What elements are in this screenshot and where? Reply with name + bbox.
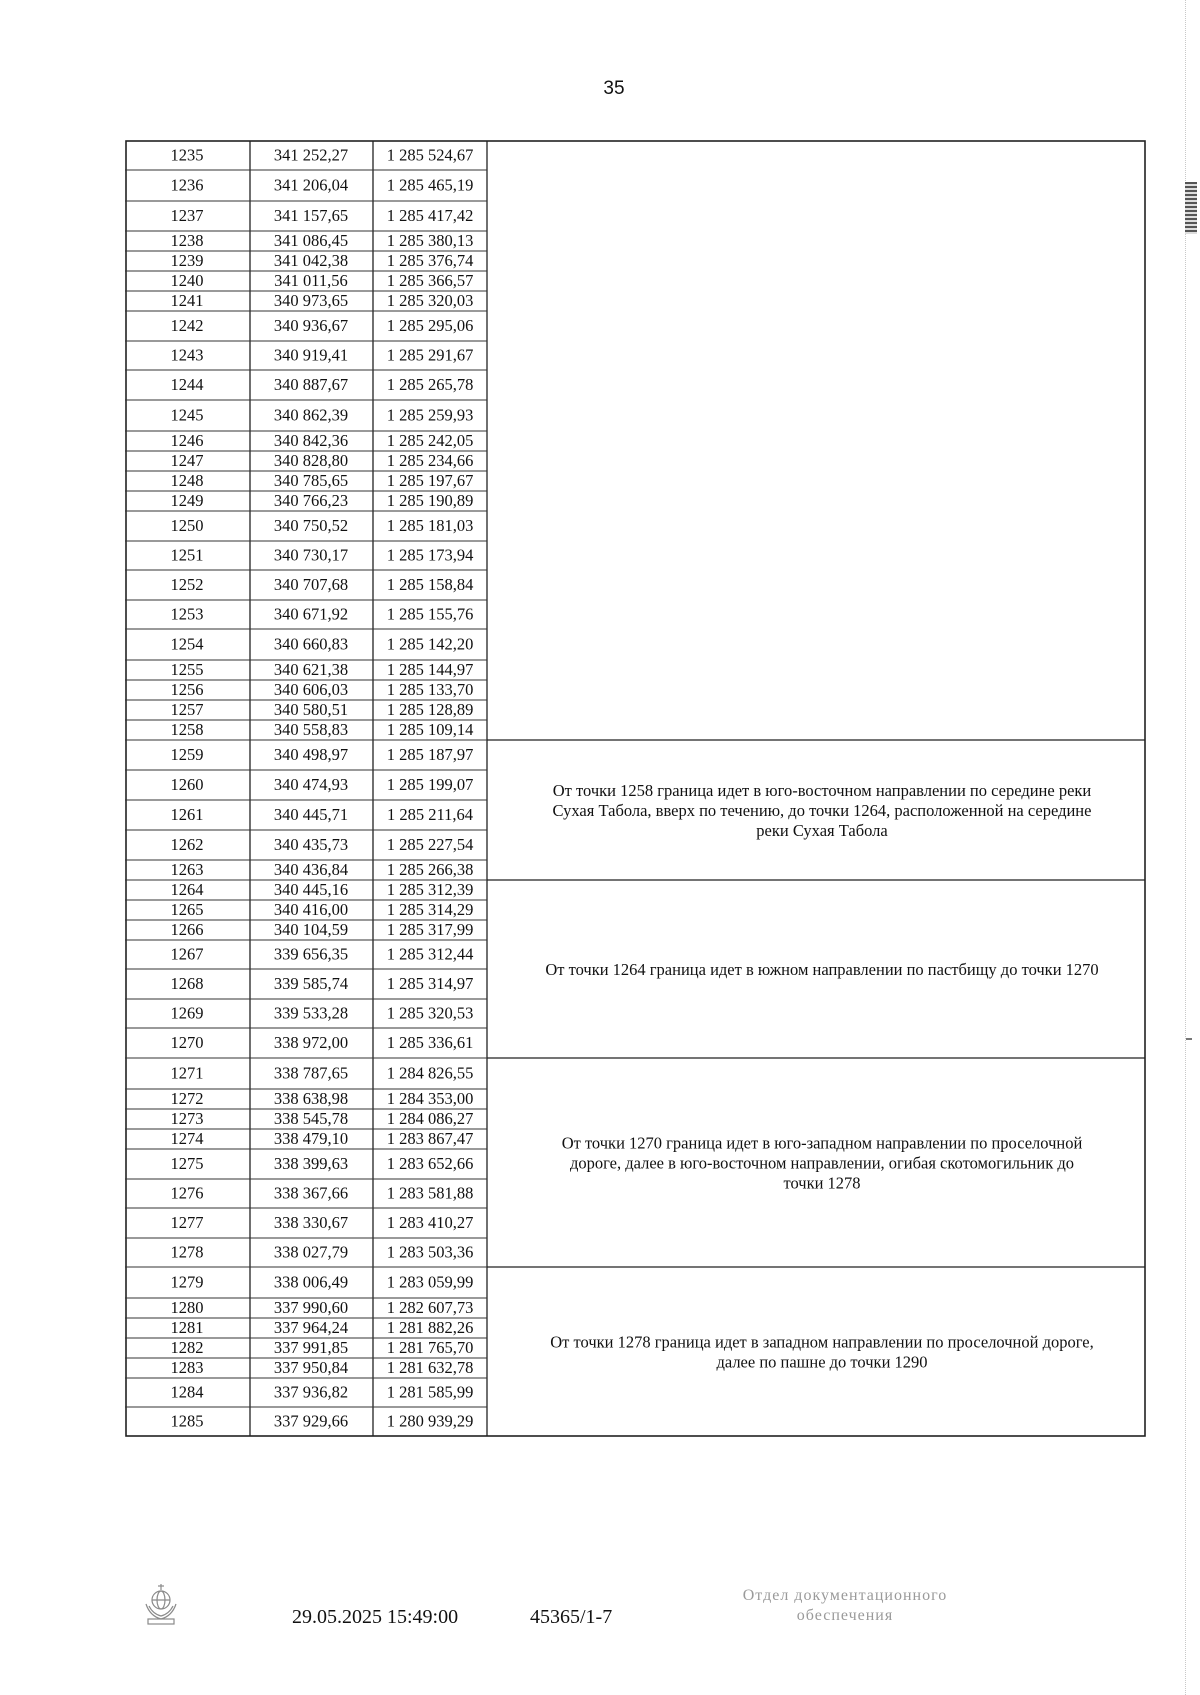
x-coordinate-cell: 338 027,79 bbox=[273, 1242, 349, 1262]
point-number-cell: 1237 bbox=[170, 206, 204, 225]
point-number-cell: 1280 bbox=[170, 1298, 204, 1317]
y-coordinate-cell: 1 285 158,84 bbox=[386, 575, 474, 594]
y-coordinate-cell: 1 283 503,36 bbox=[386, 1242, 474, 1262]
x-coordinate-cell: 340 730,17 bbox=[273, 545, 349, 565]
point-number-cell: 1256 bbox=[170, 680, 204, 699]
x-coordinate-cell: 340 104,59 bbox=[273, 920, 349, 939]
x-coordinate-cell: 341 086,45 bbox=[273, 231, 349, 250]
y-coordinate-cell: 1 285 199,07 bbox=[386, 775, 474, 794]
point-number-cell: 1245 bbox=[170, 405, 204, 425]
point-number-cell: 1268 bbox=[170, 974, 204, 993]
point-number-cell: 1257 bbox=[170, 700, 204, 719]
boundary-description-line: дороге, далее в юго-восточном направлении, огибая скотомогильник до bbox=[569, 1153, 1075, 1173]
x-coordinate-cell: 338 367,66 bbox=[273, 1183, 349, 1203]
y-coordinate-cell: 1 285 173,94 bbox=[386, 545, 474, 565]
y-coordinate-cell: 1 283 867,47 bbox=[386, 1129, 474, 1148]
y-coordinate-cell: 1 283 581,88 bbox=[386, 1183, 474, 1203]
y-coordinate-cell: 1 284 086,27 bbox=[386, 1109, 474, 1128]
point-number-cell: 1262 bbox=[170, 835, 204, 854]
point-number-cell: 1277 bbox=[170, 1213, 204, 1232]
y-coordinate-cell: 1 285 320,53 bbox=[386, 1003, 474, 1023]
x-coordinate-cell: 340 828,80 bbox=[273, 451, 349, 470]
point-number-cell: 1271 bbox=[170, 1063, 204, 1083]
x-coordinate-cell: 339 656,35 bbox=[273, 944, 349, 964]
x-coordinate-cell: 338 638,98 bbox=[273, 1089, 349, 1108]
point-number-cell: 1244 bbox=[170, 375, 204, 394]
y-coordinate-cell: 1 285 133,70 bbox=[386, 680, 474, 699]
x-coordinate-cell: 339 585,74 bbox=[273, 974, 349, 993]
point-number-cell: 1274 bbox=[170, 1129, 204, 1148]
scan-dash-mark bbox=[1186, 1038, 1192, 1040]
point-number-cell: 1261 bbox=[170, 805, 204, 824]
x-coordinate-cell: 338 479,10 bbox=[273, 1129, 349, 1148]
x-coordinate-cell: 340 558,83 bbox=[273, 720, 349, 739]
x-coordinate-cell: 337 929,66 bbox=[273, 1411, 349, 1431]
point-number-cell: 1269 bbox=[170, 1003, 204, 1023]
y-coordinate-cell: 1 285 128,89 bbox=[386, 700, 474, 719]
point-number-cell: 1278 bbox=[170, 1242, 204, 1262]
y-coordinate-cell: 1 283 410,27 bbox=[386, 1213, 474, 1232]
scan-margin-line bbox=[1185, 0, 1190, 1695]
x-coordinate-cell: 340 445,16 bbox=[273, 880, 349, 899]
stamp-line: Отдел документационного bbox=[742, 1587, 948, 1604]
y-coordinate-cell: 1 285 336,61 bbox=[386, 1033, 474, 1052]
x-coordinate-cell: 341 157,65 bbox=[273, 206, 349, 225]
point-number-cell: 1267 bbox=[170, 944, 204, 964]
y-coordinate-cell: 1 285 314,29 bbox=[386, 900, 474, 919]
y-coordinate-cell: 1 285 211,64 bbox=[386, 805, 474, 824]
y-coordinate-cell: 1 285 295,06 bbox=[386, 316, 474, 335]
x-coordinate-cell: 340 474,93 bbox=[273, 775, 349, 794]
y-coordinate-cell: 1 285 190,89 bbox=[386, 491, 474, 510]
point-number-cell: 1242 bbox=[170, 316, 204, 335]
point-number-cell: 1282 bbox=[170, 1338, 204, 1357]
x-coordinate-cell: 340 606,03 bbox=[273, 680, 349, 699]
x-coordinate-cell: 340 445,71 bbox=[273, 805, 349, 824]
y-coordinate-cell: 1 281 882,26 bbox=[386, 1318, 474, 1337]
point-number-cell: 1273 bbox=[170, 1109, 204, 1128]
y-coordinate-cell: 1 285 417,42 bbox=[386, 206, 474, 225]
stamp-line: обеспечения bbox=[796, 1607, 894, 1624]
footer-document-number: 45365/1-7 bbox=[530, 1606, 613, 1628]
point-number-cell: 1275 bbox=[170, 1154, 204, 1173]
x-coordinate-cell: 340 498,97 bbox=[273, 745, 349, 764]
scan-barcode-mark bbox=[1185, 182, 1197, 234]
footer-datetime: 29.05.2025 15:49:00 bbox=[292, 1606, 459, 1628]
y-coordinate-cell: 1 285 376,74 bbox=[386, 251, 474, 270]
y-coordinate-cell: 1 285 155,76 bbox=[386, 604, 474, 624]
y-coordinate-cell: 1 285 242,05 bbox=[386, 431, 474, 450]
point-number-cell: 1265 bbox=[170, 900, 204, 919]
y-coordinate-cell: 1 285 380,13 bbox=[386, 231, 474, 250]
point-number-cell: 1252 bbox=[170, 575, 204, 594]
point-number-cell: 1270 bbox=[170, 1033, 204, 1052]
x-coordinate-cell: 337 991,85 bbox=[273, 1338, 349, 1357]
x-coordinate-cell: 341 011,56 bbox=[274, 271, 348, 290]
x-coordinate-cell: 341 206,04 bbox=[273, 175, 349, 195]
y-coordinate-cell: 1 283 059,99 bbox=[386, 1272, 474, 1292]
boundary-description-line: От точки 1264 граница идет в южном направлении по пастбищу до точки 1270 bbox=[545, 960, 1099, 979]
point-number-cell: 1250 bbox=[170, 516, 204, 535]
y-coordinate-cell: 1 285 144,97 bbox=[386, 660, 474, 679]
x-coordinate-cell: 340 416,00 bbox=[273, 900, 349, 919]
x-coordinate-cell: 340 435,73 bbox=[273, 835, 349, 854]
point-number-cell: 1246 bbox=[170, 431, 204, 450]
y-coordinate-cell: 1 285 317,99 bbox=[386, 920, 474, 939]
x-coordinate-cell: 340 766,23 bbox=[273, 491, 349, 510]
y-coordinate-cell: 1 285 266,38 bbox=[386, 860, 474, 879]
y-coordinate-cell: 1 285 259,93 bbox=[386, 405, 474, 425]
x-coordinate-cell: 340 707,68 bbox=[273, 575, 349, 594]
x-coordinate-cell: 337 990,60 bbox=[273, 1298, 349, 1317]
point-number-cell: 1255 bbox=[170, 660, 204, 679]
point-number-cell: 1263 bbox=[170, 860, 204, 879]
point-number-cell: 1272 bbox=[170, 1089, 204, 1108]
boundary-description-line: точки 1278 bbox=[783, 1173, 861, 1193]
y-coordinate-cell: 1 285 197,67 bbox=[386, 471, 474, 490]
boundary-description-line: Сухая Табола, вверх по течению, до точки 1264, расположенной на середине bbox=[552, 801, 1092, 820]
y-coordinate-cell: 1 281 632,78 bbox=[386, 1358, 474, 1377]
y-coordinate-cell: 1 285 312,44 bbox=[386, 944, 474, 964]
y-coordinate-cell: 1 282 607,73 bbox=[386, 1298, 474, 1317]
department-stamp bbox=[700, 1586, 990, 1626]
point-number-cell: 1283 bbox=[170, 1358, 204, 1377]
point-number-cell: 1260 bbox=[170, 775, 204, 794]
boundary-description-line: далее по пашне до точки 1290 bbox=[716, 1352, 928, 1372]
y-coordinate-cell: 1 285 234,66 bbox=[386, 451, 474, 470]
point-number-cell: 1236 bbox=[170, 175, 204, 195]
point-number-cell: 1249 bbox=[170, 491, 204, 510]
y-coordinate-cell: 1 285 465,19 bbox=[386, 175, 474, 195]
boundary-description-line: реки Сухая Табола bbox=[756, 821, 888, 840]
x-coordinate-cell: 340 750,52 bbox=[273, 516, 349, 535]
point-number-cell: 1266 bbox=[170, 920, 204, 939]
y-coordinate-cell: 1 284 826,55 bbox=[386, 1063, 474, 1083]
point-number-cell: 1247 bbox=[170, 451, 204, 470]
x-coordinate-cell: 340 936,67 bbox=[273, 316, 349, 335]
y-coordinate-cell: 1 285 142,20 bbox=[386, 634, 474, 654]
x-coordinate-cell: 340 671,92 bbox=[273, 604, 349, 624]
x-coordinate-cell: 340 973,65 bbox=[273, 291, 349, 310]
point-number-cell: 1238 bbox=[170, 231, 204, 250]
x-coordinate-cell: 341 252,27 bbox=[273, 145, 349, 165]
x-coordinate-cell: 337 950,84 bbox=[273, 1358, 349, 1377]
y-coordinate-cell: 1 285 109,14 bbox=[386, 720, 474, 739]
coordinates-table-grid bbox=[125, 140, 1147, 1540]
page-number: 35 bbox=[603, 78, 625, 99]
y-coordinate-cell: 1 285 187,97 bbox=[386, 745, 474, 764]
y-coordinate-cell: 1 285 524,67 bbox=[386, 145, 474, 165]
boundary-description-line: От точки 1278 граница идет в западном направлении по проселочной дороге, bbox=[550, 1332, 1094, 1352]
y-coordinate-cell: 1 285 291,67 bbox=[386, 345, 474, 365]
point-number-cell: 1258 bbox=[170, 720, 204, 739]
x-coordinate-cell: 338 330,67 bbox=[273, 1213, 349, 1232]
y-coordinate-cell: 1 285 181,03 bbox=[386, 516, 474, 535]
y-coordinate-cell: 1 280 939,29 bbox=[386, 1411, 474, 1431]
point-number-cell: 1253 bbox=[170, 604, 204, 624]
boundary-description-line: От точки 1258 граница идет в юго-восточном направлении по середине реки bbox=[552, 781, 1092, 800]
y-coordinate-cell: 1 285 320,03 bbox=[386, 291, 474, 310]
point-number-cell: 1239 bbox=[170, 251, 204, 270]
x-coordinate-cell: 340 580,51 bbox=[273, 700, 349, 719]
x-coordinate-cell: 340 785,65 bbox=[273, 471, 349, 490]
emblem-icon bbox=[140, 1582, 182, 1626]
x-coordinate-cell: 340 887,67 bbox=[273, 375, 349, 394]
x-coordinate-cell: 340 436,84 bbox=[273, 860, 349, 879]
x-coordinate-cell: 337 964,24 bbox=[273, 1318, 349, 1337]
point-number-cell: 1284 bbox=[170, 1382, 204, 1402]
coordinates-table bbox=[125, 140, 1147, 1540]
x-coordinate-cell: 338 545,78 bbox=[273, 1109, 349, 1128]
point-number-cell: 1276 bbox=[170, 1183, 204, 1203]
point-number-cell: 1264 bbox=[170, 880, 204, 899]
x-coordinate-cell: 341 042,38 bbox=[273, 251, 349, 270]
point-number-cell: 1285 bbox=[170, 1411, 204, 1431]
point-number-cell: 1254 bbox=[170, 634, 204, 654]
point-number-cell: 1241 bbox=[170, 291, 204, 310]
point-number-cell: 1281 bbox=[170, 1318, 204, 1337]
y-coordinate-cell: 1 285 265,78 bbox=[386, 375, 474, 394]
x-coordinate-cell: 338 399,63 bbox=[273, 1154, 349, 1173]
x-coordinate-cell: 340 842,36 bbox=[273, 431, 349, 450]
x-coordinate-cell: 340 919,41 bbox=[273, 345, 349, 365]
x-coordinate-cell: 338 787,65 bbox=[273, 1063, 349, 1083]
y-coordinate-cell: 1 283 652,66 bbox=[386, 1154, 474, 1173]
y-coordinate-cell: 1 285 366,57 bbox=[386, 271, 474, 290]
point-number-cell: 1235 bbox=[170, 145, 204, 165]
y-coordinate-cell: 1 281 585,99 bbox=[386, 1382, 474, 1402]
point-number-cell: 1279 bbox=[170, 1272, 204, 1292]
x-coordinate-cell: 339 533,28 bbox=[273, 1003, 349, 1023]
point-number-cell: 1251 bbox=[170, 545, 204, 565]
x-coordinate-cell: 340 621,38 bbox=[273, 660, 349, 679]
x-coordinate-cell: 340 660,83 bbox=[273, 634, 349, 654]
boundary-description-line: От точки 1270 граница идет в юго-западном направлении по проселочной bbox=[561, 1133, 1083, 1153]
y-coordinate-cell: 1 285 312,39 bbox=[386, 880, 474, 899]
x-coordinate-cell: 340 862,39 bbox=[273, 405, 349, 425]
x-coordinate-cell: 338 972,00 bbox=[273, 1033, 349, 1052]
point-number-cell: 1243 bbox=[170, 345, 204, 365]
y-coordinate-cell: 1 285 314,97 bbox=[386, 974, 474, 993]
point-number-cell: 1240 bbox=[170, 271, 204, 290]
y-coordinate-cell: 1 284 353,00 bbox=[386, 1089, 474, 1108]
point-number-cell: 1259 bbox=[170, 745, 204, 764]
y-coordinate-cell: 1 285 227,54 bbox=[386, 835, 474, 854]
point-number-cell: 1248 bbox=[170, 471, 204, 490]
y-coordinate-cell: 1 281 765,70 bbox=[386, 1338, 474, 1357]
x-coordinate-cell: 337 936,82 bbox=[273, 1382, 349, 1402]
x-coordinate-cell: 338 006,49 bbox=[273, 1272, 349, 1292]
